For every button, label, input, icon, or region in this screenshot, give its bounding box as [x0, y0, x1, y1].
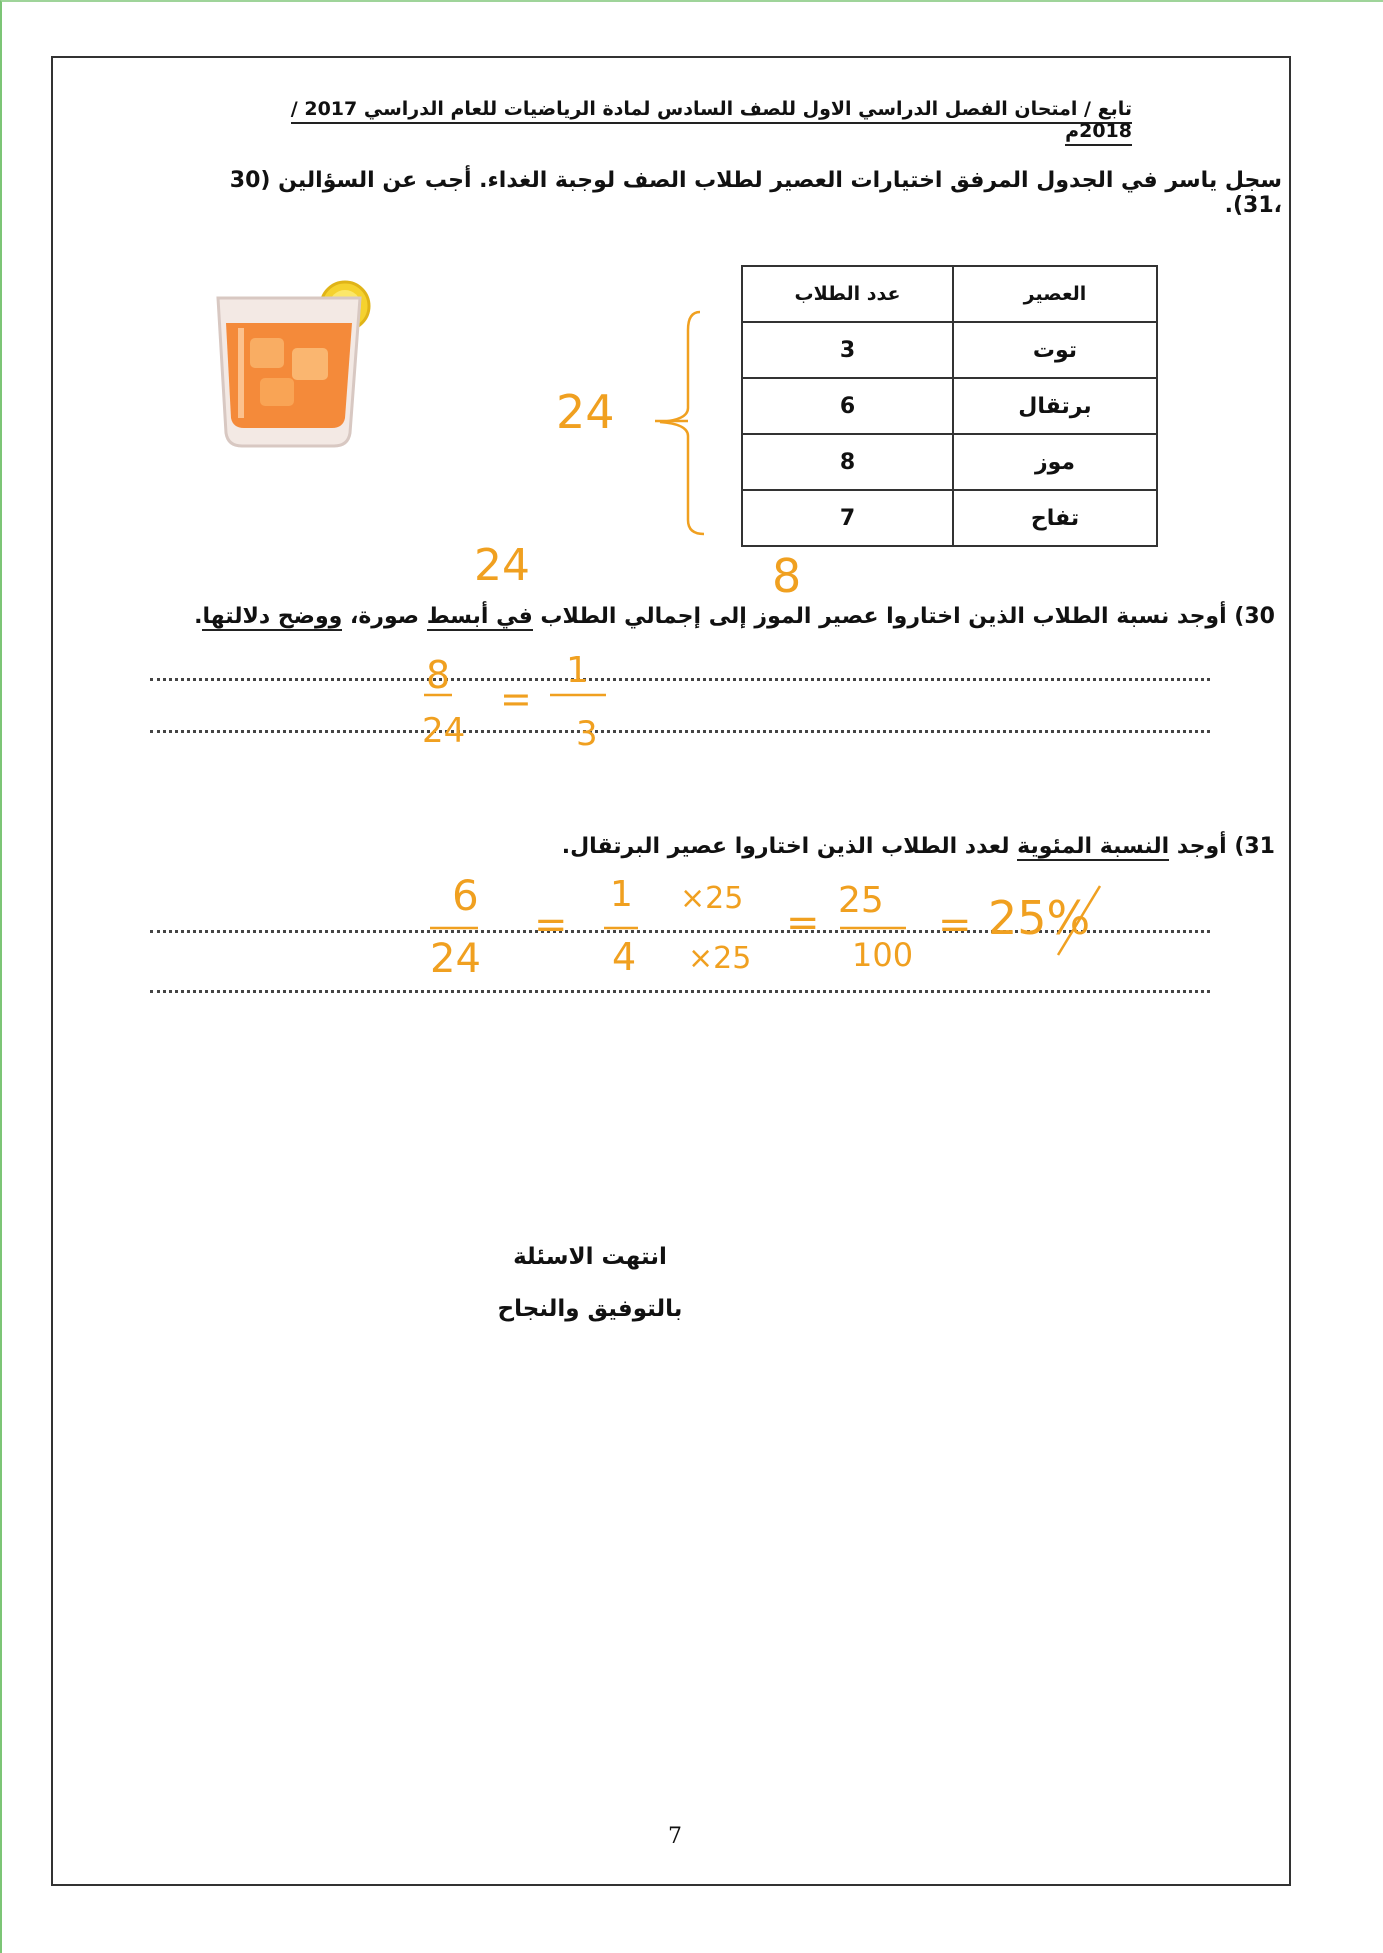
page-number: 7	[668, 1824, 682, 1849]
cell-juice: تفاح	[953, 490, 1157, 546]
q31-text: 31) أوجد	[1169, 834, 1275, 859]
cell-juice: برتقال	[953, 378, 1157, 434]
header-count: عدد الطلاب	[742, 266, 953, 322]
hand-q31-num3: 25	[838, 880, 884, 921]
cell-count: 7	[742, 490, 953, 546]
hand-q31-num1: 6	[452, 871, 479, 920]
hand-total-by-table: 24	[556, 385, 615, 439]
hand-q30-num1: 8	[426, 653, 451, 697]
q30-text-mid: صورة،	[342, 604, 427, 629]
exam-header-title: تابع / امتحان الفصل الدراسي الاول للصف السادس لمادة الرياضيات للعام الدراسي 2017 / 2018م	[291, 98, 1132, 146]
q30-underline-2: ووضح دلالتها	[202, 604, 343, 629]
cell-count: 3	[742, 322, 953, 378]
hand-q30-den2: 3	[576, 714, 598, 754]
hand-banana-q30: 8	[772, 549, 802, 603]
hand-q31-eq3: =	[938, 902, 972, 948]
hand-q31-result: 25%	[988, 891, 1091, 945]
q31-underline: النسبة المئوية	[1017, 834, 1170, 859]
q31-text-end: لعدد الطلاب الذين اختاروا عصير البرتقال.	[561, 834, 1018, 859]
intro-text: سجل ياسر في الجدول المرفق اختيارات العصير لطلاب الصف لوجبة الغداء. أجب عن السؤالين (30 ،31).	[229, 168, 1282, 218]
closing-line-2: بالتوفيق والنجاح	[497, 1296, 683, 1322]
hand-q31-eq2: =	[786, 900, 820, 946]
cell-juice: توت	[953, 322, 1157, 378]
bracket-stroke	[660, 312, 704, 534]
hand-q30-den1: 24	[422, 711, 466, 751]
q30-text-end: .	[194, 604, 203, 629]
q30-underline-1: في أبسط	[426, 604, 533, 629]
hand-total-q30: 24	[474, 540, 530, 591]
hand-q31-den2: 4	[612, 935, 637, 979]
hand-q30-eq: =	[500, 677, 532, 721]
hand-q31-den3: 100	[852, 936, 914, 974]
cell-juice: موز	[953, 434, 1157, 490]
hand-q31-mul-top: ×25	[680, 881, 744, 916]
closing-line-1: انتهت الاسئلة	[513, 1244, 667, 1270]
hand-q31-eq1: =	[534, 902, 568, 948]
hand-q30-num2: 1	[566, 650, 589, 691]
hand-q31-mul-bottom: ×25	[688, 941, 752, 976]
cell-count: 6	[742, 378, 953, 434]
q30-text: 30) أوجد نسبة الطلاب الذين اختاروا عصير الموز إلى إجمالي الطلاب	[532, 604, 1275, 629]
hand-q31-den1: 24	[430, 936, 481, 982]
header-juice: العصير	[953, 266, 1157, 322]
hand-q31-num2: 1	[610, 874, 633, 915]
cell-count: 8	[742, 434, 953, 490]
